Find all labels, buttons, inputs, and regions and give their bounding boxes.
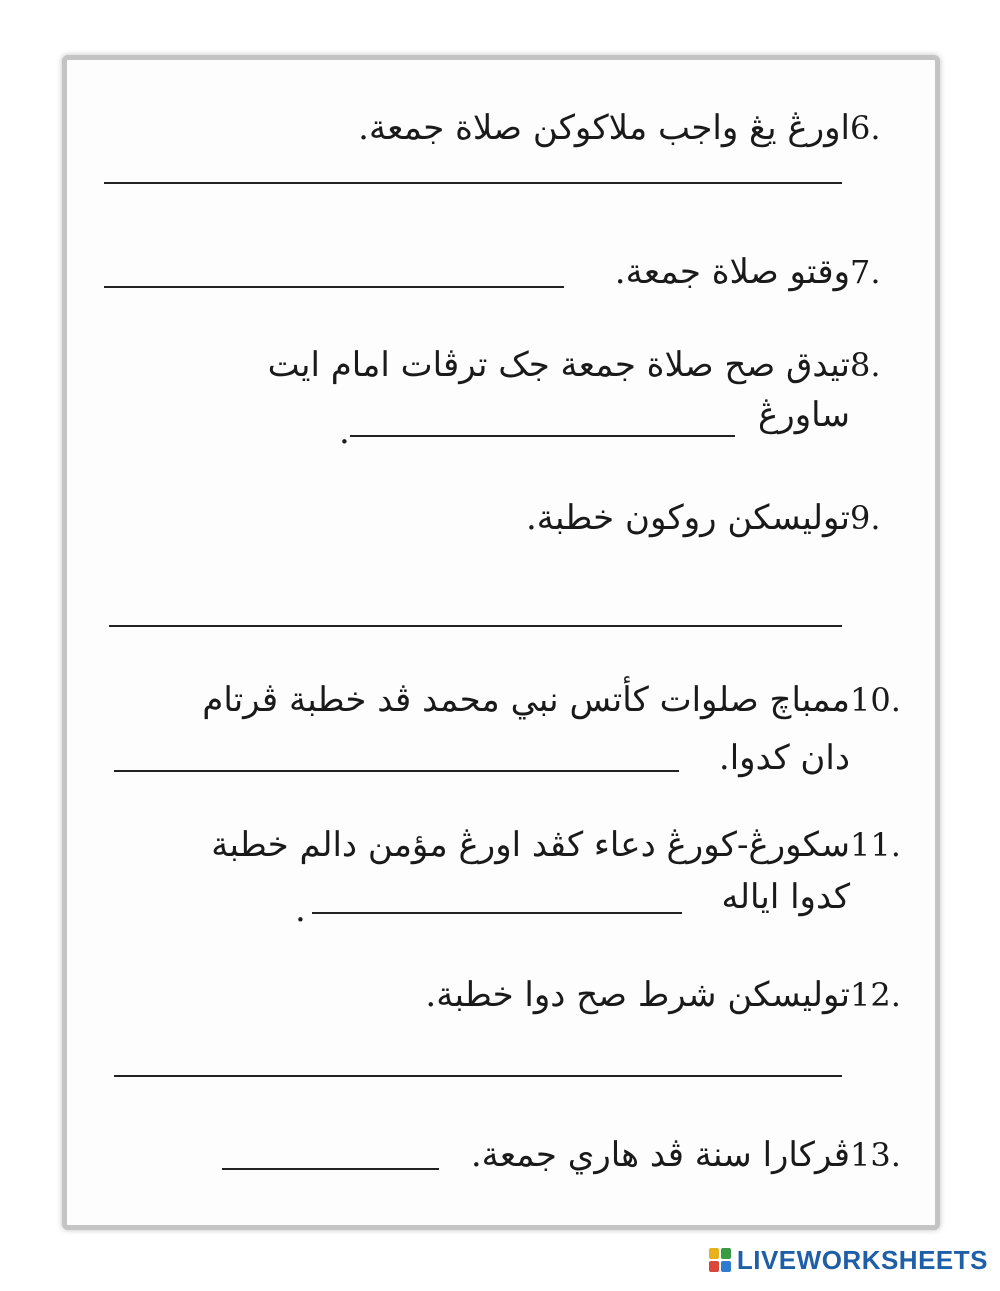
brand-name: LIVEWORKSHEETS [736, 1244, 988, 1275]
question-number: 13. [850, 1136, 901, 1174]
question-text-line-2: دان كدوا. [718, 738, 850, 778]
liveworksheets-icon [709, 1248, 731, 1272]
question-text: توليسکن روکون خطبة. [525, 498, 850, 538]
question-13 [67, 1125, 945, 1185]
question-text-line-1: ممباچ صلوات كأتس نبي محمد ڤد خطبة ڤرتام [202, 680, 850, 720]
question-text-line-1: سكورڠ-كورڠ دعاء كڤد اورڠ مؤمن دالم خطبة [211, 825, 850, 865]
worksheet-card [62, 55, 940, 1230]
question-number: 9. [850, 499, 881, 537]
answer-line-6[interactable] [104, 182, 842, 184]
question-9 [67, 488, 945, 548]
answer-line-10[interactable] [114, 770, 679, 772]
answer-line-12[interactable] [114, 1075, 842, 1077]
period-mark: . [339, 412, 350, 452]
question-text-line-2: ساورڠ [758, 395, 850, 435]
question-text: توليسكن شرط صح دوا خطبة. [425, 975, 850, 1015]
answer-line-8[interactable] [350, 435, 735, 437]
answer-line-13[interactable] [222, 1168, 439, 1170]
question-6 [67, 98, 945, 158]
answer-line-11[interactable] [312, 912, 682, 914]
question-8 [67, 335, 945, 435]
question-number: 8. [850, 346, 881, 384]
question-text-line-1: تيدق صح صلاة جمعة جک ترڤات امام ايت [267, 345, 850, 385]
question-number: 11. [850, 826, 901, 864]
question-text: وقتو صلاة جمعة. [614, 252, 850, 292]
question-number: 10. [850, 681, 901, 719]
question-11 [67, 815, 945, 917]
question-number: 7. [850, 253, 881, 291]
liveworksheets-logo[interactable] [709, 1243, 988, 1277]
question-number: 12. [850, 976, 901, 1014]
question-12 [67, 965, 945, 1025]
question-text: اورڠ يڠ واجب ملاكوكن صلاة جمعة. [358, 108, 850, 148]
question-10 [67, 670, 945, 778]
question-number: 6. [850, 109, 881, 147]
period-mark: . [295, 890, 306, 930]
question-7 [67, 242, 945, 302]
question-text-line-2: كدوا اياله [721, 877, 850, 917]
answer-line-7[interactable] [104, 286, 564, 288]
answer-line-9[interactable] [109, 625, 842, 627]
question-text: ڤركارا سنة ڤد هاري جمعة. [470, 1135, 850, 1175]
